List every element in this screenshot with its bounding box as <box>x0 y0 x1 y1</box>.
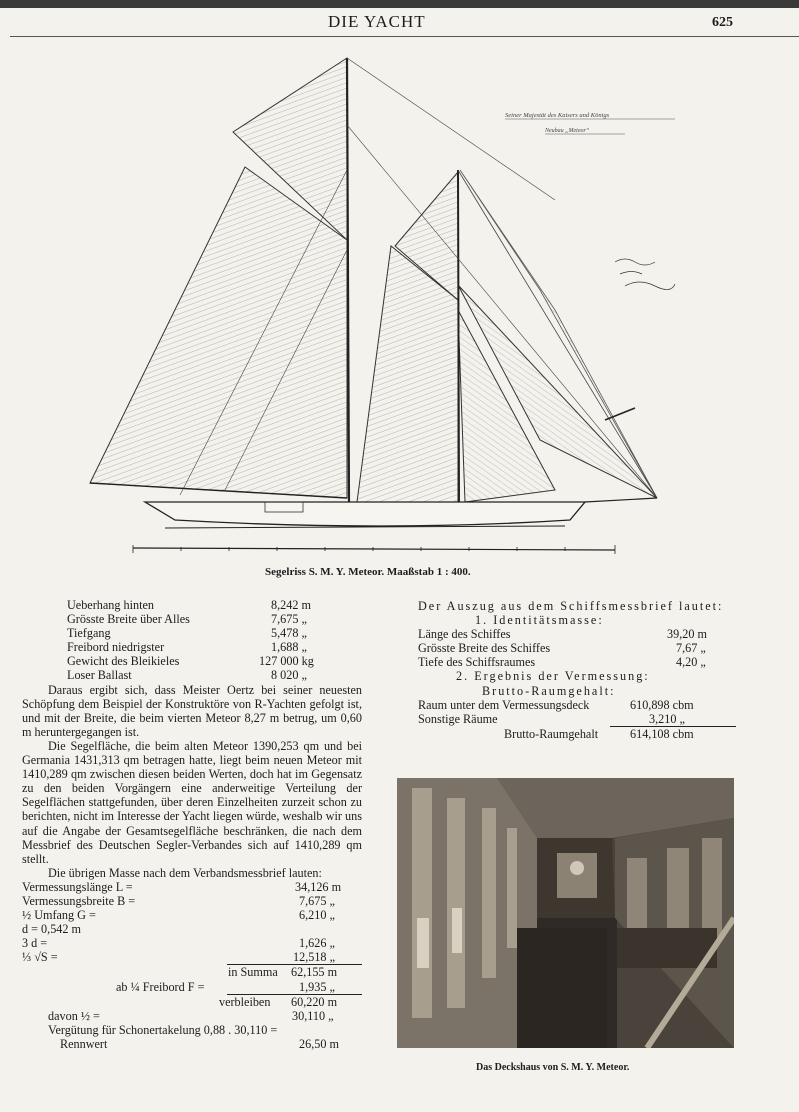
right-column <box>418 599 736 741</box>
measure-row: Vermessungslänge L = 34,126 m <box>22 879 342 894</box>
spec-row <box>22 612 362 626</box>
spec-row <box>22 668 362 682</box>
sail-plan-drawing <box>85 50 725 562</box>
handwritten-signature <box>615 259 675 290</box>
drawing-inscription-line-1: Seiner Majestät des Kaisers und Königs <box>505 112 610 119</box>
spec-label: Ueberhang hinten <box>67 598 154 612</box>
spec-value: 1,688 „ <box>271 640 307 655</box>
measure-row: davon ½ = 30,110 „ <box>48 1008 334 1023</box>
section-heading: 2. Ergebnis der Vermessung: <box>456 669 650 684</box>
measure-row: d = 0,542 m <box>22 922 82 937</box>
deckhouse-photo <box>397 778 734 1048</box>
spec-row <box>22 598 362 612</box>
spec-label: Tiefgang <box>67 626 111 641</box>
mainsail <box>90 167 347 498</box>
spec-value: 8,242 m <box>271 598 311 612</box>
spec-value: 5,478 „ <box>271 626 307 641</box>
measure-row: 3 d = 1,626 „ <box>22 936 335 951</box>
scale-bar <box>133 548 615 550</box>
paragraph: Die Segelfläche, die beim alten Meteor 1390,253 qm und bei Germania 1431,313 qm betragen hatte, liegt beim neuen Meteor mit 1410,289 qm zwischen diesen beiden Werten, doch hat im Gegensatz zu den beiden Vorgängern eine anderweitige Verteilung der Segelflächen stattgefunden, über deren Einzelheiten zurzeit schon zu berichten, nicht im Interesse der Yacht liegen würde, weshalb wir uns auf die Angabe der Gesamtsegelfläche beschränken, die nach dem Messbrief des Deutschen Segler-Verbandes sich auf 1410,289 qm stellt. <box>22 738 362 866</box>
raum-row: Brutto-Raumgehalt 614,108 cbm <box>504 726 694 741</box>
measure-row: Vermessungsbreite B = 7,675 „ <box>22 893 335 908</box>
measure-row: ab ¼ Freibord F = 1,935 „ <box>227 980 362 995</box>
section-heading: 1. Identitätsmasse: <box>475 613 604 628</box>
spec-label: Gewicht des Bleikieles <box>67 654 180 669</box>
measure-row: Vergütung für Schonertakelung 0,88 . 30,110 = <box>48 1022 278 1037</box>
measure-row: Rennwert 26,50 m <box>60 1036 339 1051</box>
left-column <box>22 598 362 1051</box>
paragraph: Daraus ergibt sich, dass Meister Oertz bei seiner neuesten Schöpfung dem Beispiel der Konstruktöre von R-Yachten gefolgt ist, und mit der Breite, die beim vierten Meteor 8,27 m betrug, um 0,60 m heruntergegangen ist. <box>22 682 362 739</box>
raum-row: Sonstige Räume 3,210 „ <box>610 712 736 727</box>
section-heading: Brutto-Raumgehalt: <box>482 683 616 698</box>
ident-row: Tiefe des Schiffsraumes 4,20 „ <box>418 655 706 670</box>
hull <box>145 502 585 526</box>
page-number: 625 <box>712 15 733 30</box>
scan-top-edge <box>0 0 799 8</box>
fore-mast <box>458 170 459 505</box>
ident-row: Länge des Schiffes 39,20 m <box>418 627 707 642</box>
measure-row: ⅓ √S = 12,518 „ <box>227 950 362 965</box>
spec-row <box>22 640 362 654</box>
spec-value: 8 020 „ <box>271 668 307 683</box>
paragraph: Die übrigen Masse nach dem Verbandsmessbrief lauten: <box>48 865 322 880</box>
extract-intro: Der Auszug aus dem Schiffsmessbrief lautet: <box>418 599 724 613</box>
drawing-inscription-line-2: Neubau „Meteor“ <box>545 128 590 134</box>
measure-row: in Summa 62,155 m <box>228 965 338 980</box>
measure-row: ½ Umfang G = 6,210 „ <box>22 908 335 923</box>
spec-label: Loser Ballast <box>67 668 132 683</box>
spec-label: Grösste Breite über Alles <box>67 612 190 627</box>
ident-row: Grösste Breite des Schiffes 7,67 „ <box>418 641 706 656</box>
spec-value: 7,675 „ <box>271 612 307 627</box>
drawing-caption: Segelriss S. M. Y. Meteor. Maaßstab 1 : 400. <box>265 566 471 578</box>
spec-value: 127 000 kg <box>259 654 314 669</box>
header-rule <box>10 36 799 37</box>
running-head: DIE YACHT <box>328 12 426 31</box>
spec-label: Freibord niedrigster <box>67 640 165 655</box>
raum-row: Raum unter dem Vermessungsdeck 610,898 cbm <box>418 697 694 712</box>
spec-row <box>22 626 362 640</box>
spec-row <box>22 654 362 668</box>
photo-caption: Das Deckshaus von S. M. Y. Meteor. <box>476 1062 630 1073</box>
measure-row: verbleiben 60,220 m <box>219 994 338 1009</box>
